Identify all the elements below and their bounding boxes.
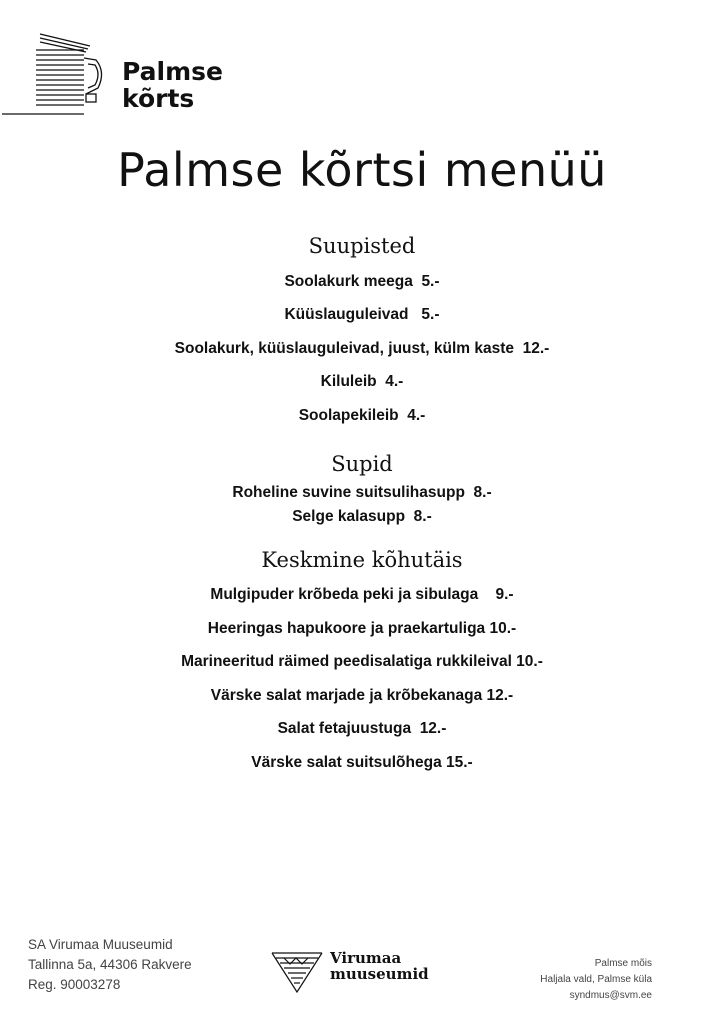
footer-contact <box>540 956 652 1004</box>
triangle-logo-icon <box>270 950 326 996</box>
palmse-korts-logo <box>0 28 260 120</box>
menu-item: Küüslauguleivad 5.- <box>284 306 440 323</box>
menu-item: Soolapekileib 4.- <box>298 407 426 424</box>
menu-item: Värske salat marjade ja krõbekanaga 12.- <box>210 687 514 704</box>
footer-brand-wordmark <box>330 950 429 982</box>
menu-item: Marineeritud räimed peedisalatiga rukkileival 10.- <box>181 653 543 670</box>
footer-org-address: Tallinna 5a, 44306 Rakvere <box>28 957 192 972</box>
menu-item: Heeringas hapukoore ja praekartuliga 10.- <box>207 620 517 637</box>
page-title: Palmse kõrtsi menüü <box>117 143 607 197</box>
section-heading-keskmine-kohutais: Keskmine kõhutäis <box>261 548 463 572</box>
footer-venue-address: Haljala vald, Palmse küla <box>540 974 652 985</box>
footer-org-name: SA Virumaa Muuseumid <box>28 937 173 952</box>
logo-wordmark <box>122 58 223 112</box>
footer-brand-line-2: muuseumid <box>330 965 429 983</box>
section-heading-supid: Supid <box>331 452 393 476</box>
menu-item: Selge kalasupp 8.- <box>292 508 432 525</box>
virumaa-muuseumid-logo <box>270 950 440 996</box>
footer-brand-line-1: Virumaa <box>330 949 402 967</box>
menu-item: Roheline suvine suitsulihasupp 8.- <box>232 484 492 501</box>
menu-item: Kiluleib 4.- <box>320 373 404 390</box>
section-heading-suupisted: Suupisted <box>308 234 416 258</box>
manor-house-logo-icon <box>0 28 120 120</box>
menu-item: Värske salat suitsulõhega 15.- <box>251 754 473 771</box>
logo-line-2: kõrts <box>122 84 195 113</box>
footer-org-reg: Reg. 90003278 <box>28 977 121 992</box>
footer-email: syndmus@svm.ee <box>569 990 652 1001</box>
menu-item: Mulgipuder krõbeda peki ja sibulaga 9.- <box>210 586 514 603</box>
menu-item: Soolakurk meega 5.- <box>284 273 440 290</box>
footer-venue: Palmse mõis <box>594 958 652 969</box>
footer-organization <box>28 935 192 995</box>
logo-line-1: Palmse <box>122 57 223 86</box>
menu-item: Soolakurk, küüslauguleivad, juust, külm kaste 12.- <box>174 340 550 357</box>
menu-item: Salat fetajuustuga 12.- <box>277 720 447 737</box>
